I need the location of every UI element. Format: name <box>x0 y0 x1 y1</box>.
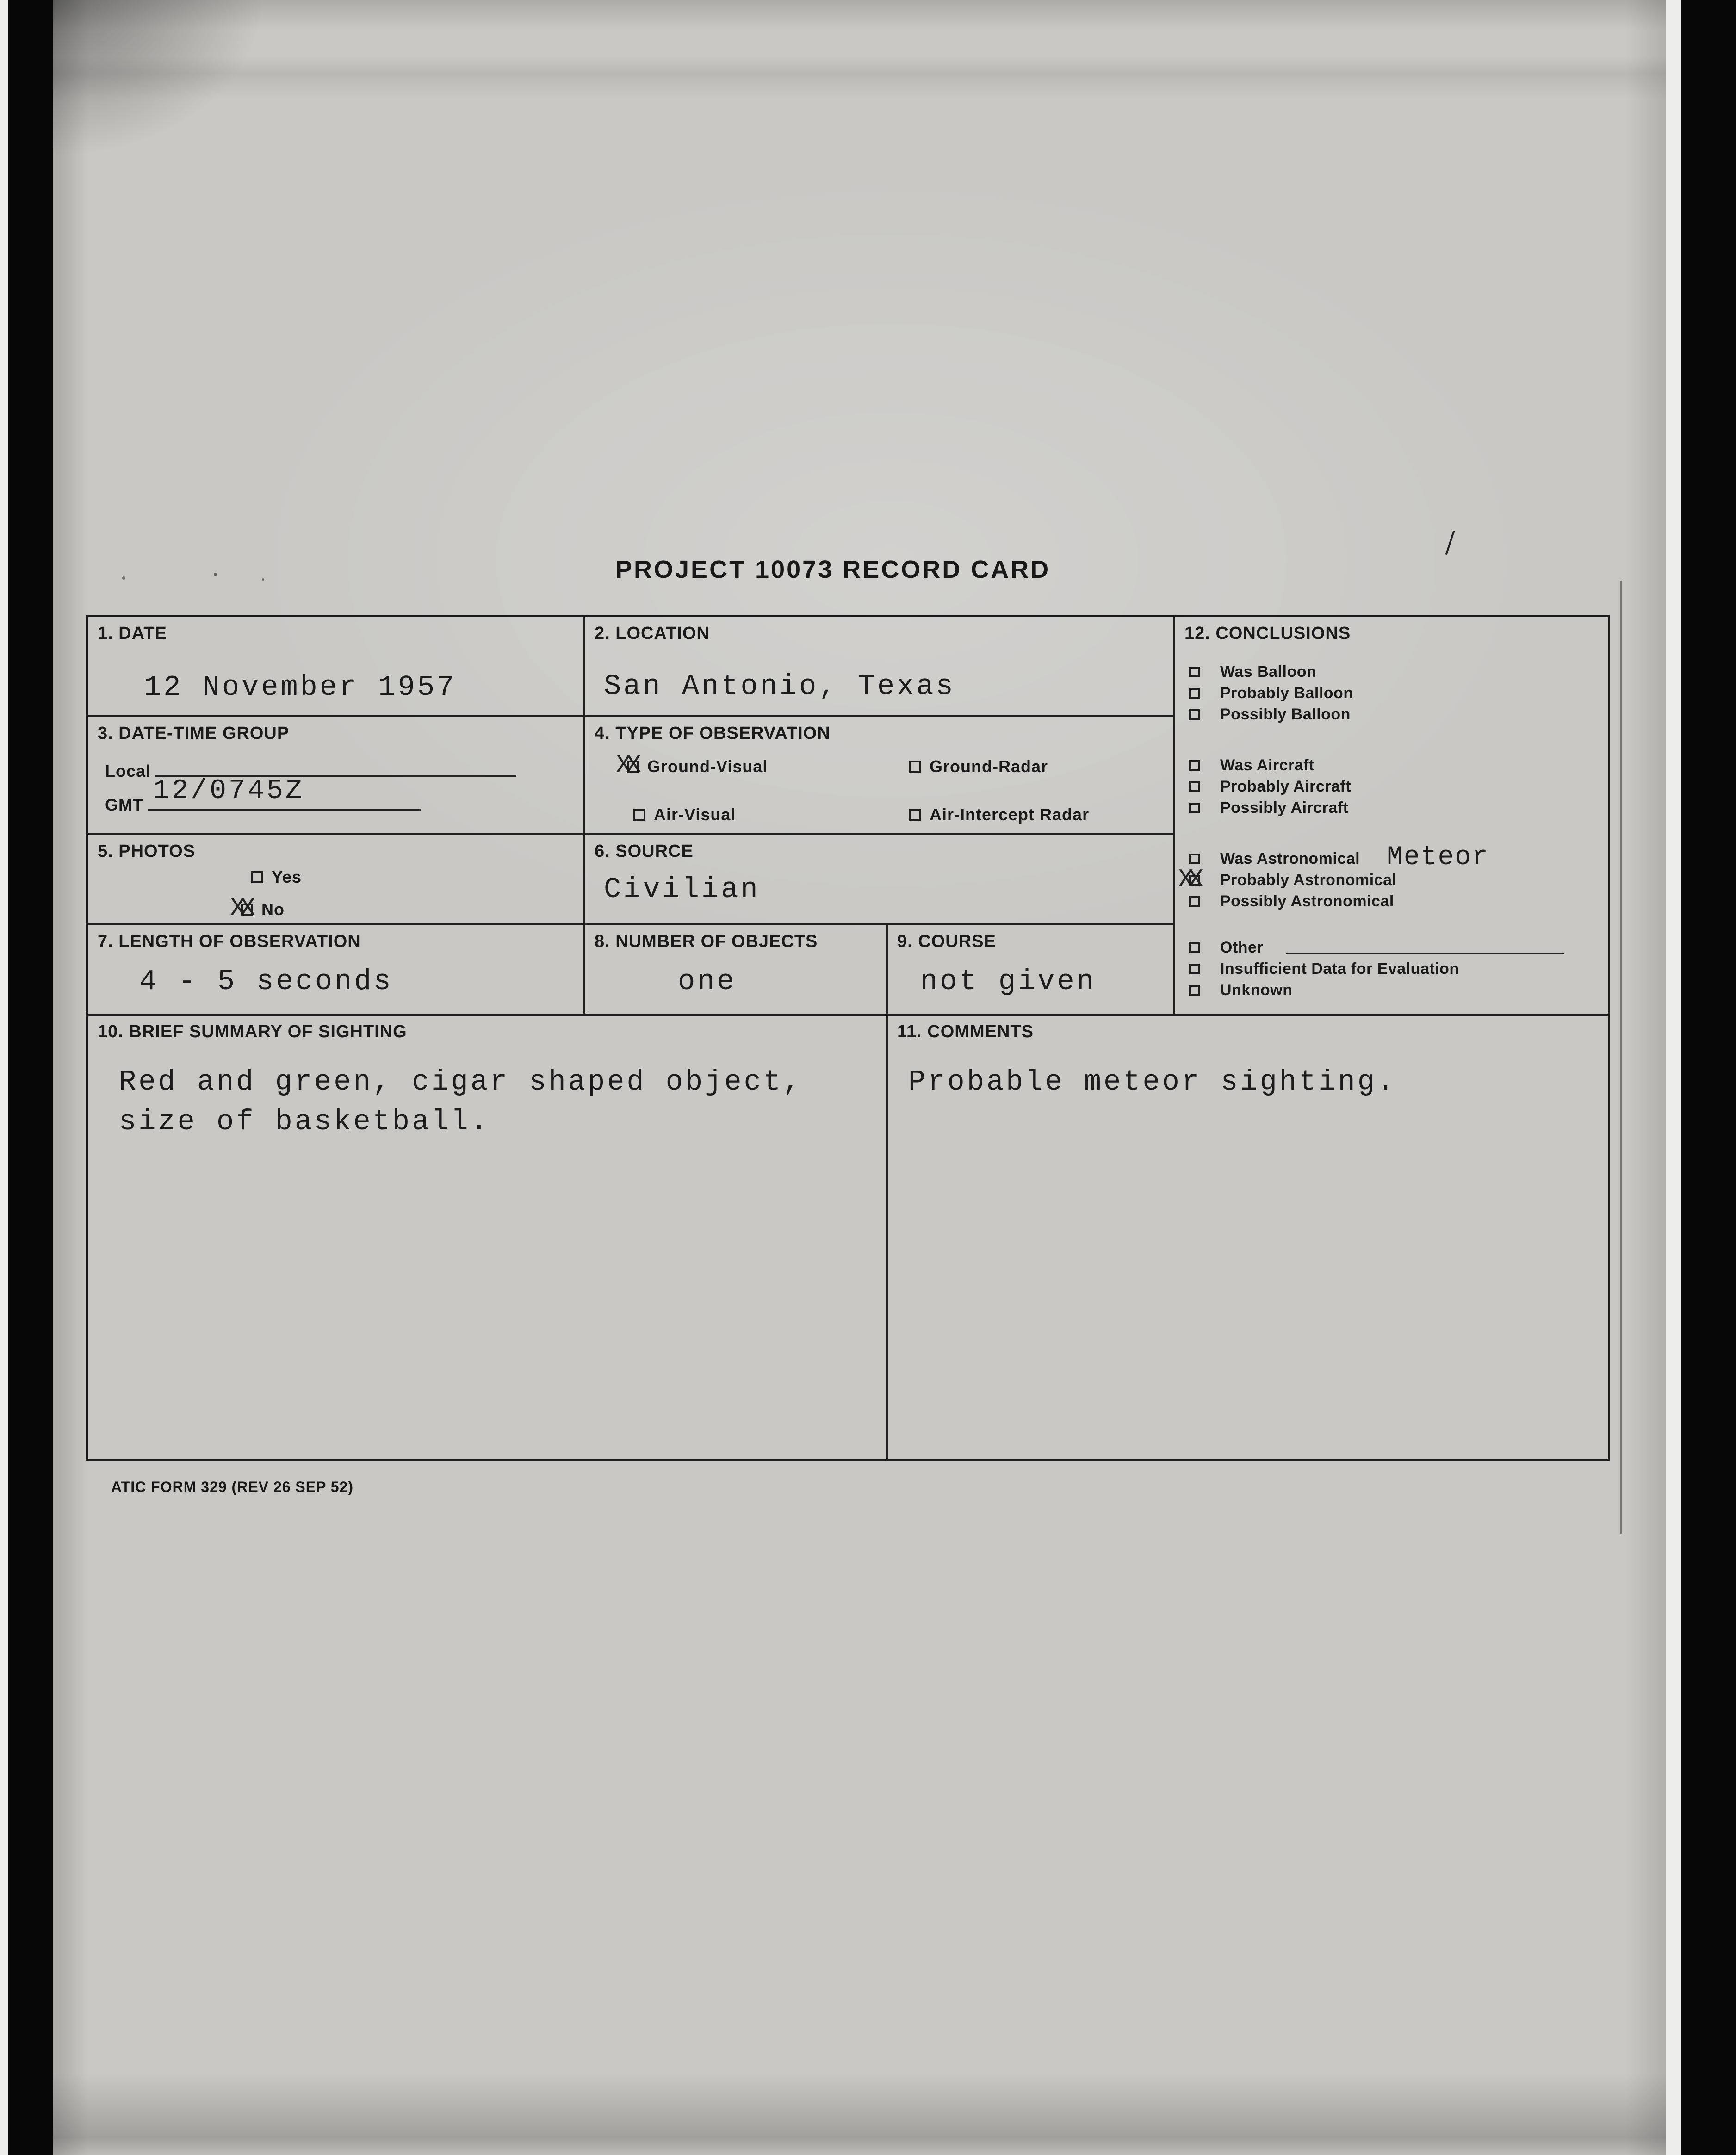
checkbox-square-icon <box>241 904 253 916</box>
option-label: Insufficient Data for Evaluation <box>1220 960 1459 978</box>
conclusions-group-other <box>1189 937 1608 1001</box>
field-brief-summary <box>88 1016 886 1459</box>
field-dtg-label: 3. DATE-TIME GROUP <box>98 724 290 743</box>
checkbox-possibly-aircraft <box>1189 803 1200 813</box>
page-title: PROJECT 10073 RECORD CARD <box>615 556 1051 583</box>
local-label: Local <box>105 762 151 780</box>
field-photos <box>88 835 583 923</box>
field-summary-label: 10. BRIEF SUMMARY OF SIGHTING <box>98 1022 407 1041</box>
checkbox-square-icon <box>1189 709 1200 720</box>
field-length-value: 4 - 5 seconds <box>139 965 393 998</box>
option-label: Air-Visual <box>654 805 736 824</box>
field-date-value: 12 November 1957 <box>144 671 457 704</box>
checkbox-was-astronomical <box>1189 854 1200 864</box>
checkbox-square-icon <box>1189 942 1200 953</box>
other-blank-line <box>1286 941 1564 954</box>
checkbox-other <box>1189 942 1200 953</box>
checkbox-square-icon <box>1189 896 1200 907</box>
scan-edge-right <box>1681 0 1736 2155</box>
option-label: Was Astronomical <box>1220 849 1360 867</box>
field-length-of-observation <box>88 925 583 1014</box>
checkbox-air-visual <box>633 809 645 821</box>
option-ground-radar <box>909 757 1048 776</box>
field-number-label: 8. NUMBER OF OBJECTS <box>595 932 818 951</box>
conclusion-possibly-astronomical <box>1189 891 1608 912</box>
checkbox-unknown <box>1189 985 1200 996</box>
option-label: Air-Intercept Radar <box>930 805 1090 824</box>
conclusions-group-balloon <box>1189 661 1608 725</box>
check-mark: XX <box>230 893 250 923</box>
field-length-label: 7. LENGTH OF OBSERVATION <box>98 932 361 951</box>
field-location <box>585 617 1173 715</box>
option-label: Unknown <box>1220 981 1293 999</box>
field-course <box>888 925 1173 1014</box>
option-air-visual <box>633 805 736 824</box>
checkbox-square-icon <box>1189 875 1200 886</box>
checkbox-was-aircraft <box>1189 760 1200 771</box>
option-label: Ground-Radar <box>930 757 1048 776</box>
field-comments-label: 11. COMMENTS <box>897 1022 1034 1041</box>
checkbox-square-icon <box>909 761 921 773</box>
scan-edge-left <box>8 0 53 2155</box>
checkbox-possibly-astronomical <box>1189 896 1200 907</box>
checkbox-ground-visual <box>616 750 639 780</box>
checkbox-square-icon <box>1189 688 1200 699</box>
checkbox-square-icon <box>1189 964 1200 974</box>
checkbox-possibly-balloon <box>1189 709 1200 720</box>
gmt-value: 12/0745Z <box>152 775 305 807</box>
option-ground-visual <box>616 750 768 780</box>
conclusions-group-astronomical <box>1178 842 1608 912</box>
field-course-label: 9. COURSE <box>897 932 996 951</box>
field-type-label: 4. TYPE OF OBSERVATION <box>595 724 831 743</box>
option-label: Possibly Astronomical <box>1220 892 1394 910</box>
field-date-label: 1. DATE <box>98 624 167 643</box>
checkbox-ground-radar <box>909 761 921 773</box>
field-summary-value: Red and green, cigar shaped object, size of basketball. <box>119 1065 803 1138</box>
scan-speck <box>214 573 217 576</box>
option-label: Ground-Visual <box>647 757 768 776</box>
checkbox-square-icon <box>251 871 263 883</box>
form-number-footer: ATIC FORM 329 (REV 26 SEP 52) <box>111 1479 353 1495</box>
checkbox-square-icon <box>1189 985 1200 996</box>
checkbox-square-icon <box>1189 760 1200 771</box>
checkbox-probably-astronomical <box>1178 864 1200 894</box>
field-date <box>88 617 583 715</box>
scan-crease-line <box>1620 581 1622 1534</box>
field-location-value: San Antonio, Texas <box>604 670 955 703</box>
option-label: Yes <box>272 867 302 886</box>
conclusion-probably-aircraft <box>1189 776 1608 797</box>
checkbox-probably-aircraft <box>1189 781 1200 792</box>
option-label: Probably Balloon <box>1220 684 1353 702</box>
checkbox-square-icon <box>633 809 645 821</box>
option-label: Possibly Aircraft <box>1220 799 1349 817</box>
checkbox-square-icon <box>1189 781 1200 792</box>
field-location-label: 2. LOCATION <box>595 624 710 643</box>
scan-mark-slash <box>1445 531 1455 555</box>
field-source <box>585 835 1173 923</box>
scan-speck <box>262 578 264 581</box>
field-conclusions <box>1175 617 1608 1014</box>
conclusion-was-balloon <box>1189 661 1608 682</box>
checkbox-photos-no <box>230 893 253 923</box>
field-comments <box>888 1016 1608 1459</box>
conclusion-probably-balloon <box>1189 682 1608 704</box>
check-mark: XX <box>1178 864 1198 894</box>
conclusion-possibly-aircraft <box>1189 797 1608 818</box>
conclusion-was-astronomical <box>1189 842 1608 873</box>
field-date-time-group <box>88 717 583 833</box>
field-type-of-observation <box>585 717 1173 833</box>
option-label: Was Aircraft <box>1220 756 1314 774</box>
paper-sheet <box>53 0 1666 2155</box>
conclusion-probably-astronomical <box>1178 864 1608 894</box>
conclusion-possibly-balloon <box>1189 704 1608 725</box>
field-source-label: 6. SOURCE <box>595 842 694 861</box>
checkbox-probably-balloon <box>1189 688 1200 699</box>
gmt-label: GMT <box>105 795 143 814</box>
local-blank-line <box>155 759 516 777</box>
checkbox-square-icon <box>1189 854 1200 864</box>
option-label: Other <box>1220 938 1264 956</box>
checkbox-insufficient-data <box>1189 964 1200 974</box>
field-conclusions-label: 12. CONCLUSIONS <box>1184 624 1351 643</box>
conclusion-insufficient-data <box>1189 958 1608 979</box>
conclusion-was-aircraft <box>1189 755 1608 776</box>
typed-annotation-meteor: Meteor <box>1387 842 1489 873</box>
field-number-value: one <box>678 965 737 998</box>
option-label: Was Balloon <box>1220 663 1317 681</box>
field-number-of-objects <box>585 925 886 1014</box>
scan-speck <box>122 576 125 580</box>
field-photos-label: 5. PHOTOS <box>98 842 196 861</box>
check-mark: XX <box>616 750 636 780</box>
conclusion-other <box>1189 937 1608 958</box>
conclusion-unknown <box>1189 979 1608 1001</box>
option-label: Possibly Balloon <box>1220 705 1351 723</box>
dtg-gmt-row <box>105 775 583 815</box>
checkbox-square-icon <box>909 809 921 821</box>
gmt-blank-line <box>148 775 421 811</box>
checkbox-air-intercept-radar <box>909 809 921 821</box>
checkbox-square-icon <box>1189 803 1200 813</box>
checkbox-square-icon <box>1189 667 1200 677</box>
checkbox-photos-yes <box>251 871 263 883</box>
checkbox-was-balloon <box>1189 667 1200 677</box>
option-label: Probably Astronomical <box>1220 871 1397 889</box>
field-comments-value: Probable meteor sighting. <box>908 1065 1397 1098</box>
option-photos-yes <box>251 867 302 887</box>
option-photos-no <box>230 893 285 923</box>
record-card <box>86 615 1610 1461</box>
option-label: No <box>261 900 285 919</box>
conclusions-group-aircraft <box>1189 755 1608 818</box>
option-label: Probably Aircraft <box>1220 777 1352 795</box>
option-air-intercept-radar <box>909 805 1089 824</box>
field-source-value: Civilian <box>604 873 760 906</box>
checkbox-square-icon <box>627 761 639 773</box>
field-course-value: not given <box>920 965 1096 998</box>
